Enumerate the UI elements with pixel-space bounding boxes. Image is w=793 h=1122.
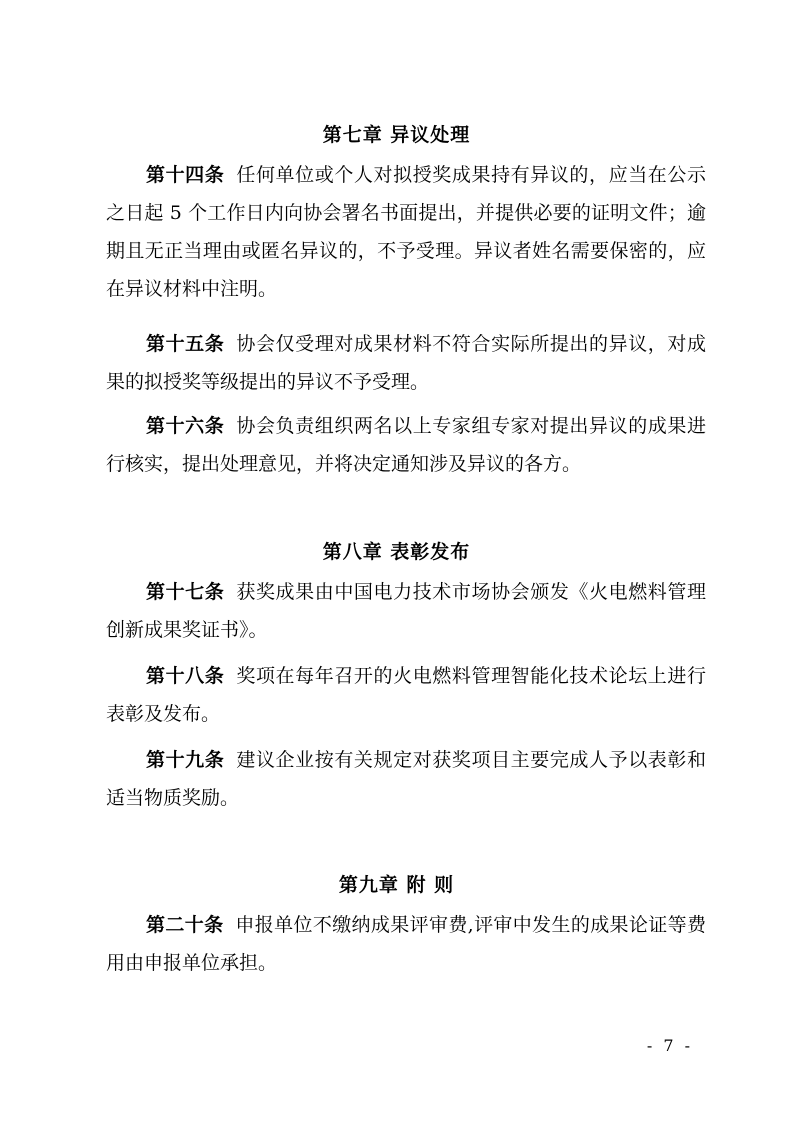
article-17 <box>106 573 706 649</box>
article-18 <box>106 657 706 733</box>
article-15-label: 第十五条 <box>146 333 225 355</box>
article-19-label: 第十九条 <box>146 749 225 771</box>
article-16 <box>106 407 706 483</box>
article-18-text: 奖项在每年召开的火电燃料管理智能化技术论坛上进行表彰及发布。 <box>106 665 706 725</box>
article-14 <box>106 156 706 308</box>
article-17-text: 获奖成果由中国电力技术市场协会颁发《火电燃料管理创新成果奖证书》。 <box>106 581 706 641</box>
article-14-label: 第十四条 <box>146 164 225 186</box>
article-20 <box>106 906 706 982</box>
article-19 <box>106 741 706 817</box>
chapter-9-title: 第九章 附 则 <box>338 874 455 896</box>
chapter-8-title: 第八章 表彰发布 <box>322 541 471 563</box>
article-15 <box>106 325 706 401</box>
article-14-text: 任何单位或个人对拟授奖成果持有异议的，应当在公示之日起 5 个工作日内向协会署名书面提出，并提供必要的证明文件；逾期且无正当理由或匿名异议的，不予受理。异议者姓名需要保密的，应在异议材料中注明。 <box>106 164 706 300</box>
article-20-label: 第二十条 <box>146 914 224 936</box>
article-15-text: 协会仅受理对成果材料不符合实际所提出的异议，对成果的拟授奖等级提出的异议不予受理。 <box>106 333 706 393</box>
article-19-text: 建议企业按有关规定对获奖项目主要完成人予以表彰和适当物质奖励。 <box>106 749 706 809</box>
article-16-label: 第十六条 <box>146 415 225 437</box>
article-17-label: 第十七条 <box>146 581 225 603</box>
page-number: - 7 - <box>646 1036 694 1055</box>
article-16-text: 协会负责组织两名以上专家组专家对提出异议的成果进行核实，提出处理意见，并将决定通知涉及异议的各方。 <box>106 415 706 475</box>
article-20-text: 申报单位不缴纳成果评审费,评审中发生的成果论证等费用由申报单位承担。 <box>106 914 706 974</box>
chapter-7-title: 第七章 异议处理 <box>322 124 471 146</box>
article-18-label: 第十八条 <box>146 665 225 687</box>
